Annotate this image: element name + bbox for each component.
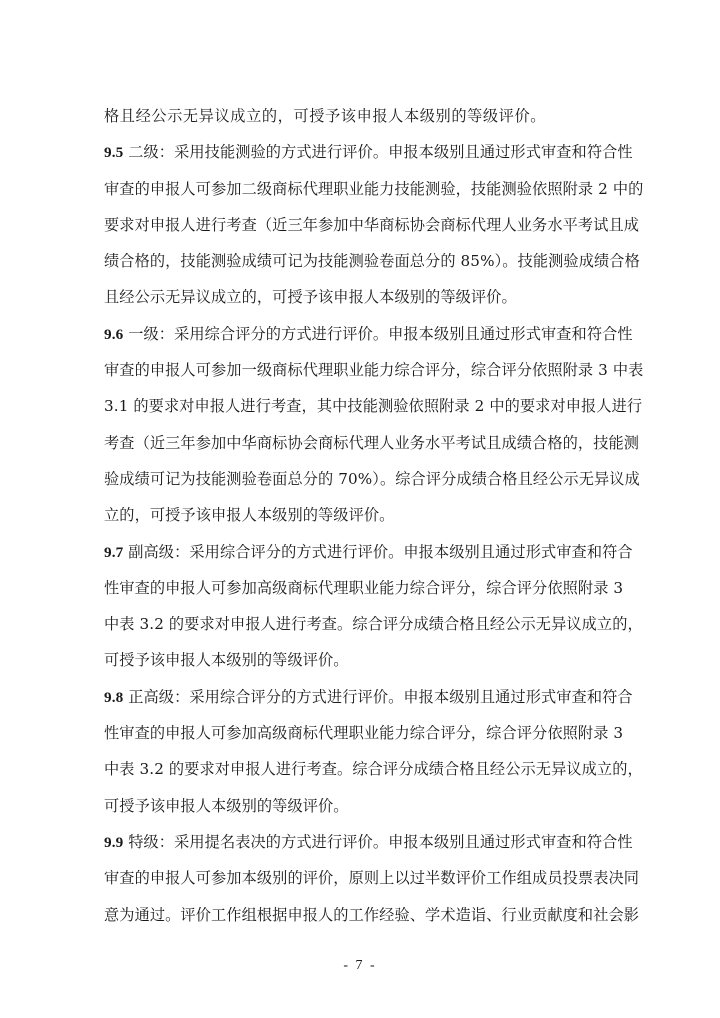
text-line xyxy=(104,279,624,315)
line-text: 3.1 的要求对申报人进行考查，其中技能测验依照附录 2 中的要求对申报人进行 xyxy=(104,397,643,416)
text-line xyxy=(104,715,624,751)
page-number: - 7 - xyxy=(343,958,377,973)
line-text: 可授予该申报人本级别的等级评价。 xyxy=(104,651,349,670)
line-text: 可授予该申报人本级别的等级评价。 xyxy=(104,796,349,815)
line-text: 绩合格的，技能测验成绩可记为技能测验卷面总分的 85%）。技能测验成绩合格 xyxy=(104,252,640,271)
text-line xyxy=(104,352,644,388)
section-number: 9.5 xyxy=(104,144,124,162)
text-line xyxy=(104,788,624,824)
text-line xyxy=(104,860,640,896)
text-line xyxy=(104,207,640,243)
text-line xyxy=(104,642,624,678)
text-line xyxy=(104,425,640,461)
line-text: 审查的申报人可参加本级别的评价，原则上以过半数评价工作组成员投票表决同 xyxy=(104,869,640,888)
line-text: 审查的申报人可参加一级商标代理职业能力综合评分，综合评分依照附录 3 中表 xyxy=(104,361,644,380)
line-text: 副高级：采用综合评分的方式进行评价。申报本级别且通过形式审查和符合 xyxy=(123,542,633,561)
text-line xyxy=(104,461,640,497)
line-text: 格且经公示无异议成立的，可授予该申报人本级别的等级评价。 xyxy=(104,107,547,125)
text-line xyxy=(104,897,640,933)
line-text: 特级：采用提名表决的方式进行评价。申报本级别且通过形式审查和符合性 xyxy=(123,832,633,851)
line-text: 验成绩可记为技能测验卷面总分的 70%）。综合评分成绩合格且经公示无异议成 xyxy=(104,469,640,488)
line-text: 考查（近三年参加中华商标协会商标代理人业务水平考试且成绩合格的，技能测 xyxy=(104,433,640,452)
line-text: 且经公示无异议成立的，可授予该申报人本级别的等级评价。 xyxy=(104,288,517,307)
section-line-9-5 xyxy=(104,134,633,170)
text-line xyxy=(104,570,624,606)
line-text: 中表 3.2 的要求对申报人进行考查。综合评分成绩合格且经公示无异议成立的， xyxy=(104,760,643,779)
text-line xyxy=(104,243,640,279)
section-line-9-9 xyxy=(104,824,633,860)
section-number: 9.8 xyxy=(104,688,124,706)
section-line-9-6 xyxy=(104,316,633,352)
text-line xyxy=(104,606,643,642)
section-line-9-8 xyxy=(104,679,633,715)
section-line-9-7 xyxy=(104,534,633,570)
text-line xyxy=(104,751,643,787)
line-text: 性审查的申报人可参加高级商标代理职业能力综合评分，综合评分依照附录 3 xyxy=(104,578,624,597)
text-line xyxy=(104,171,644,207)
line-text: 性审查的申报人可参加高级商标代理职业能力综合评分，综合评分依照附录 3 xyxy=(104,724,624,743)
body-text xyxy=(104,98,644,933)
line-text: 意为通过。评价工作组根据申报人的工作经验、学术造诣、行业贡献度和社会影 xyxy=(104,905,640,924)
line-text: 审查的申报人可参加二级商标代理职业能力技能测验，技能测验依照附录 2 中的 xyxy=(104,179,644,198)
text-line xyxy=(104,98,624,134)
line-text: 正高级：采用综合评分的方式进行评价。申报本级别且通过形式审查和符合 xyxy=(123,687,633,706)
line-text: 二级：采用技能测验的方式进行评价。申报本级别且通过形式审查和符合性 xyxy=(123,143,633,162)
section-number: 9.9 xyxy=(104,833,124,851)
text-line xyxy=(104,497,624,533)
line-text: 要求对申报人进行考查（近三年参加中华商标协会商标代理人业务水平考试且成 xyxy=(104,215,640,234)
line-text: 立的，可授予该申报人本级别的等级评价。 xyxy=(104,506,395,525)
section-number: 9.7 xyxy=(104,543,124,561)
line-text: 中表 3.2 的要求对申报人进行考查。综合评分成绩合格且经公示无异议成立的， xyxy=(104,615,643,634)
line-text: 一级：采用综合评分的方式进行评价。申报本级别且通过形式审查和符合性 xyxy=(123,324,633,343)
section-number: 9.6 xyxy=(104,325,124,343)
text-line xyxy=(104,388,643,424)
